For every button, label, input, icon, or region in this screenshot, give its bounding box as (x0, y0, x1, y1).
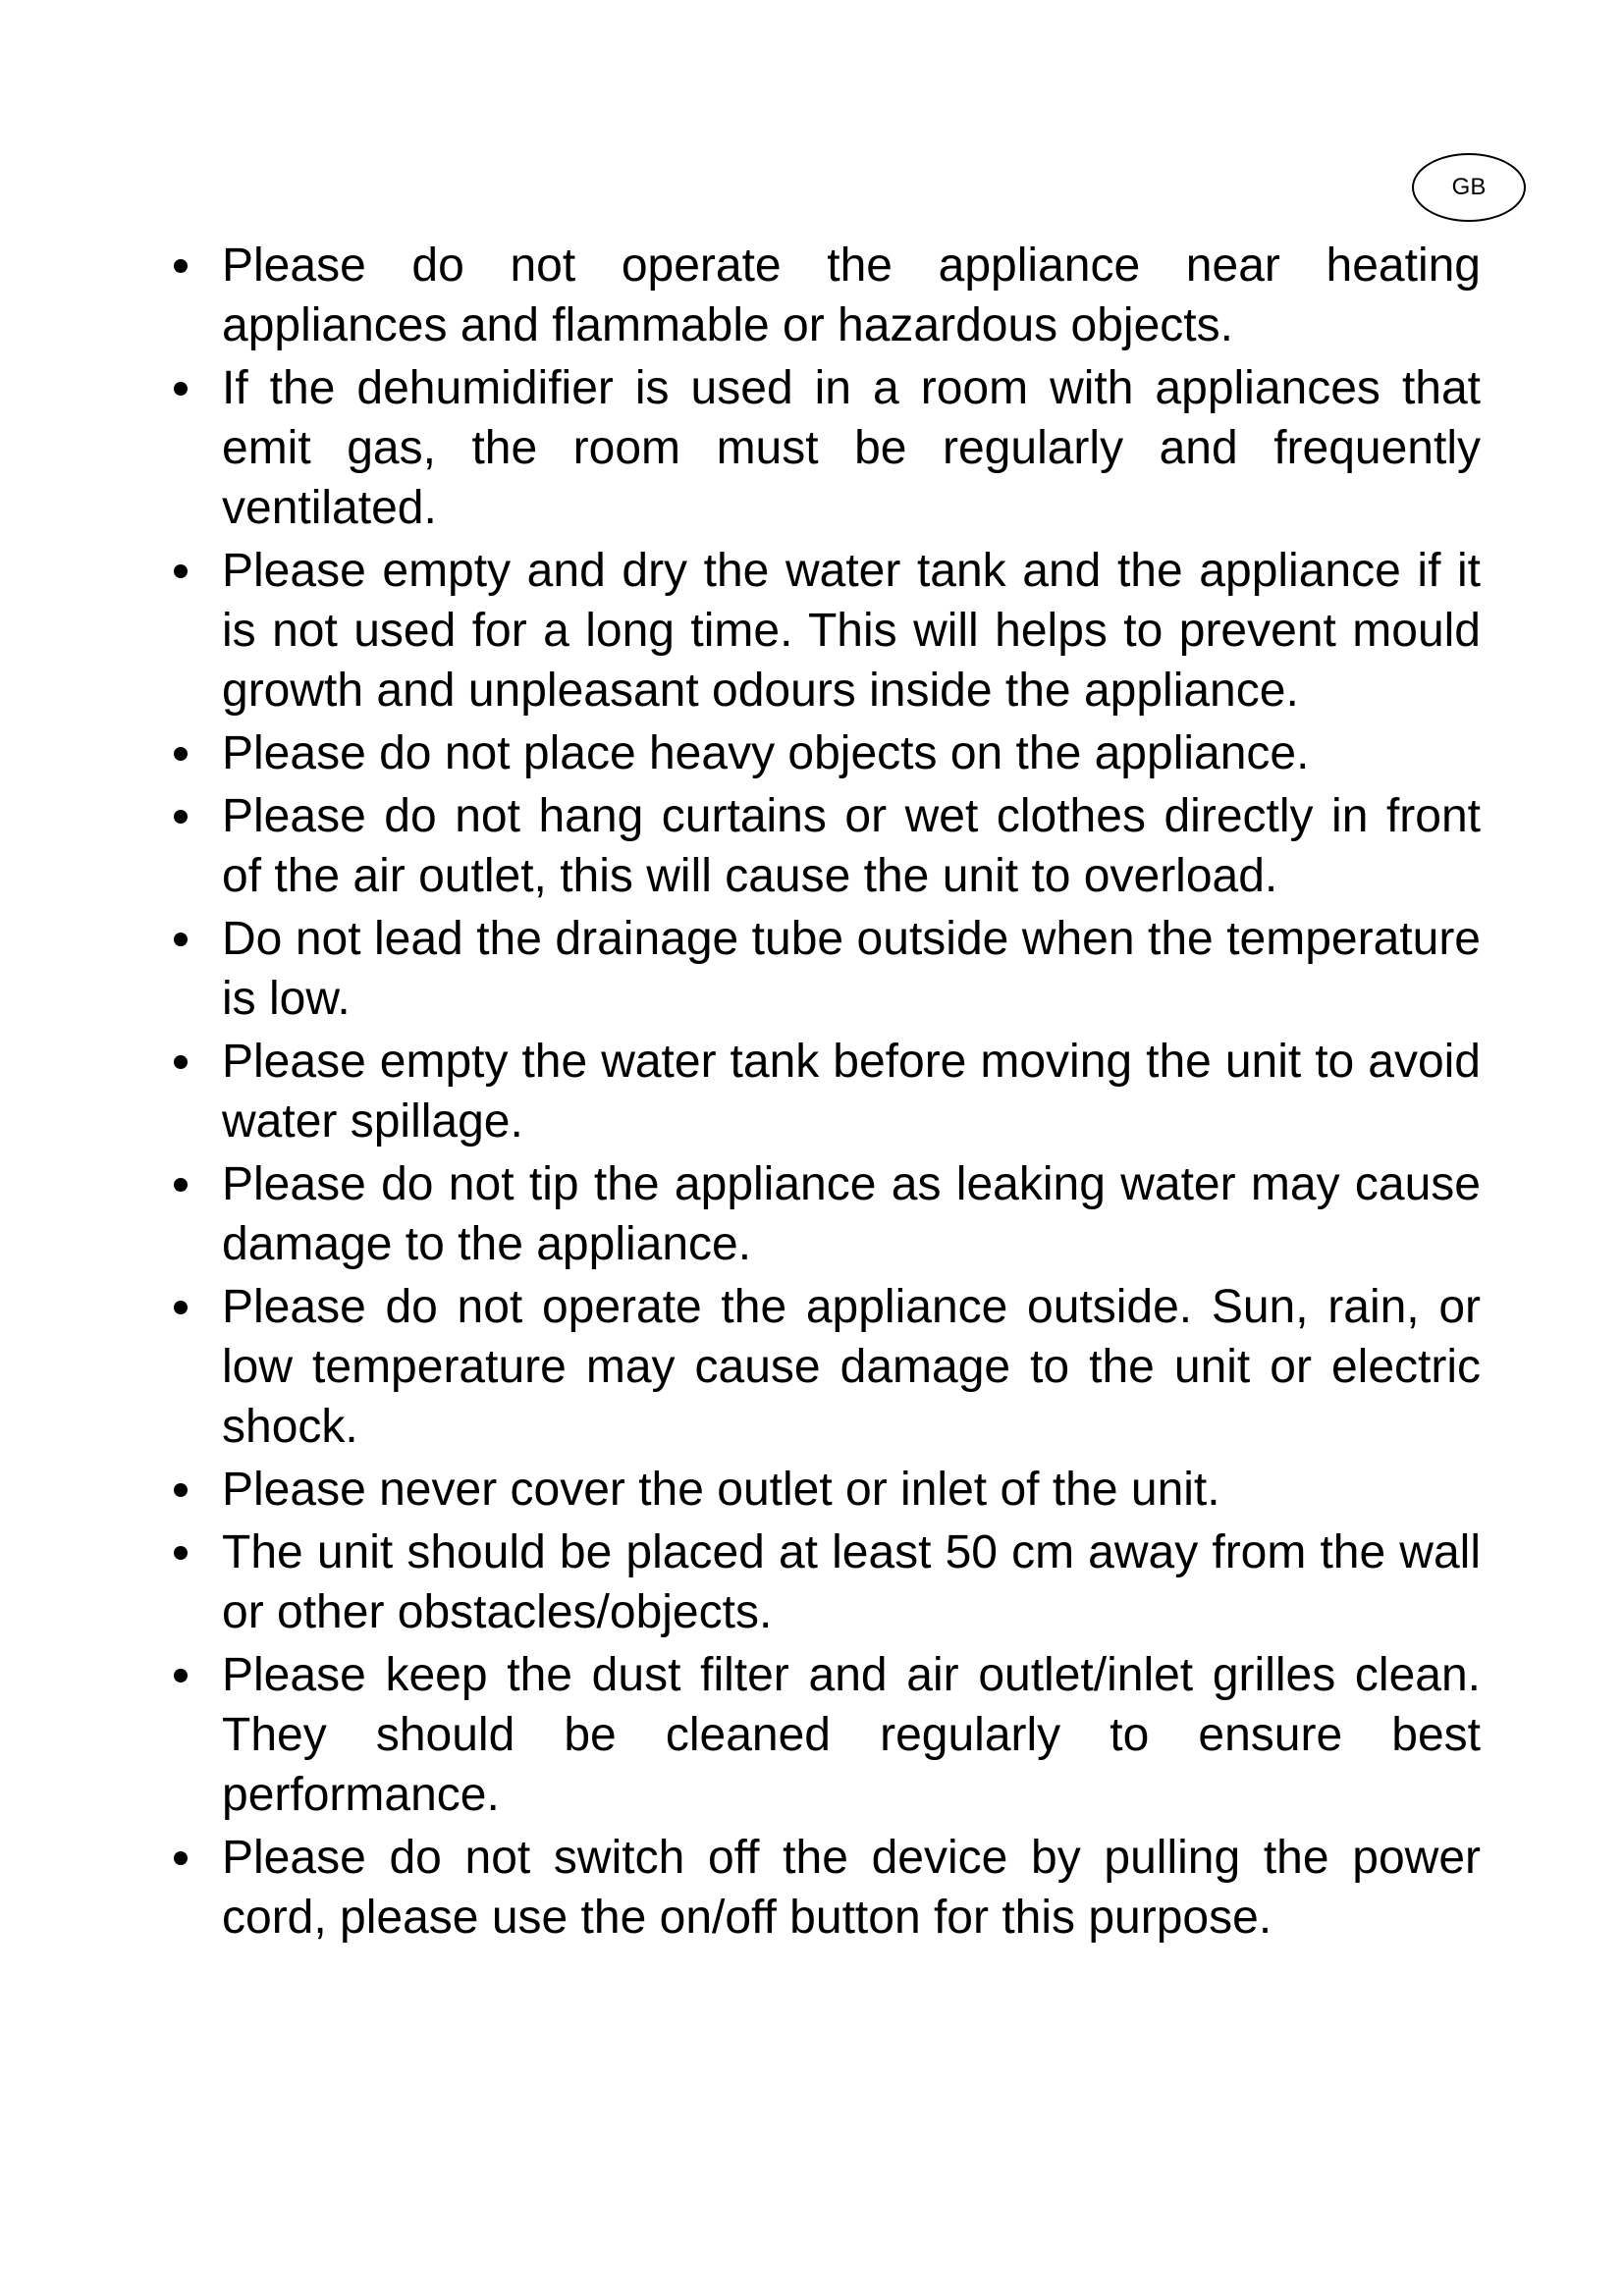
instruction-text: Please never cover the outlet or inlet of the unit. (222, 1464, 1220, 1516)
bullet-icon (169, 1277, 192, 1337)
instruction-text: Please empty the water tank before moving the unit to avoid water spillage. (222, 1036, 1481, 1148)
instruction-text: Please keep the dust filter and air outlet/inlet grilles clean. They should be cleaned regularly to ensure best performance. (222, 1649, 1481, 1821)
instruction-text: Please do not operate the appliance near heating appliances and flammable or hazardous objects. (222, 240, 1481, 351)
bullet-icon (169, 1828, 192, 1888)
list-item (169, 723, 1481, 783)
list-item (169, 1032, 1481, 1151)
instruction-text: Please do not place heavy objects on the appliance. (222, 727, 1310, 779)
list-item (169, 909, 1481, 1029)
list-item (169, 1645, 1481, 1825)
list-item (169, 786, 1481, 906)
bullet-icon (169, 1645, 192, 1705)
list-item (169, 1154, 1481, 1274)
instruction-text: The unit should be placed at least 50 cm away from the wall or other obstacles/objects. (222, 1526, 1481, 1638)
instruction-text: Please empty and dry the water tank and the appliance if it is not used for a long time. This will helps to prevent mould growth and unpleasant odours inside the appliance. (222, 545, 1481, 717)
list-item (169, 1828, 1481, 1948)
bullet-icon (169, 358, 192, 418)
bullet-icon (169, 1522, 192, 1582)
bullet-icon (169, 236, 192, 295)
bullet-icon (169, 1460, 192, 1520)
bullet-icon (169, 1032, 192, 1092)
bullet-icon (169, 786, 192, 846)
instruction-text: Please do not switch off the device by pulling the power cord, please use the on/off button for this purpose. (222, 1832, 1481, 1944)
list-item (169, 358, 1481, 538)
instruction-text: If the dehumidifier is used in a room with appliances that emit gas, the room must be regularly and frequently ventilated. (222, 362, 1481, 534)
instruction-text: Please do not hang curtains or wet clothes directly in front of the air outlet, this will cause the unit to overload. (222, 790, 1481, 902)
instruction-text: Please do not operate the appliance outside. Sun, rain, or low temperature may cause damage to the unit or electric shock. (222, 1281, 1481, 1453)
list-item (169, 1277, 1481, 1457)
list-item (169, 236, 1481, 355)
list-item (169, 1460, 1481, 1520)
instruction-text: Do not lead the drainage tube outside when the temperature is low. (222, 913, 1481, 1025)
bullet-icon (169, 1154, 192, 1214)
bullet-icon (169, 909, 192, 969)
language-badge: GB (1412, 153, 1526, 222)
instruction-text: Please do not tip the appliance as leaking water may cause damage to the appliance. (222, 1158, 1481, 1270)
list-item (169, 541, 1481, 721)
safety-instructions-list (169, 236, 1481, 1950)
list-item (169, 1522, 1481, 1642)
bullet-icon (169, 541, 192, 601)
bullet-icon (169, 723, 192, 783)
